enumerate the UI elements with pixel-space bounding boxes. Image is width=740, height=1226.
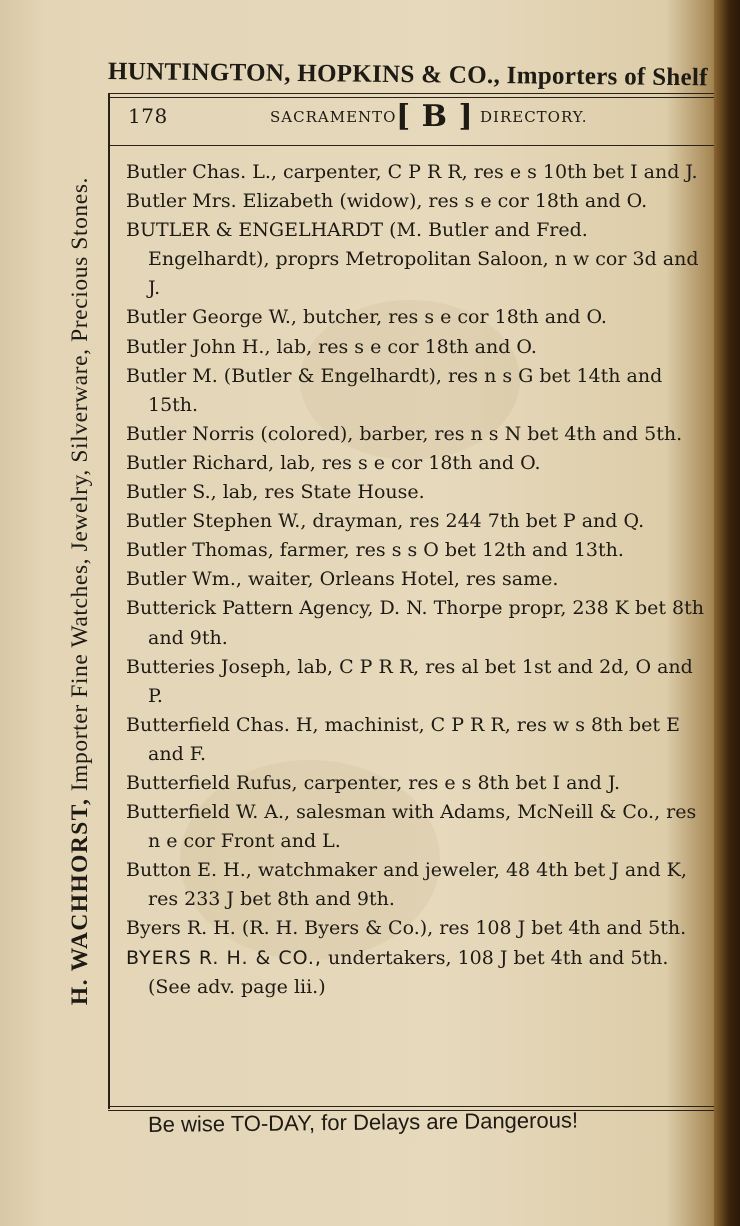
side-advertisement — [60, 86, 100, 1096]
header-rule-top — [108, 93, 720, 94]
header-directory: DIRECTORY. — [480, 108, 588, 126]
entry-butler-s: Butler S., lab, res State House. — [126, 481, 425, 504]
entry-butterfield-rufus: Butterfield Rufus, carpenter, res e s 8th bet I and J. — [126, 771, 621, 794]
entry-butler-elizabeth: Butler Mrs. Elizabeth (widow), res s e cor 18th and O. — [126, 190, 648, 213]
entry-butler-chas: Butler Chas. L., carpenter, C P R R, res e s 10th bet I and J. — [126, 161, 698, 183]
side-advert-name: H. WACHHORST, — [67, 797, 93, 1006]
entry-butteries-joseph: Butteries Joseph, lab, C P R R, res al bet 1st and 2d, O and P. — [126, 655, 693, 707]
entry-butler-engelhardt: BUTLER & ENGELHARDT (M. Butler and Fred. Engelhardt), proprs Metropolitan Saloon, n w cor 3d and J. — [126, 219, 699, 300]
page-number: 178 — [128, 104, 168, 128]
directory-entries — [126, 158, 710, 1002]
header-rule-top-inner — [108, 97, 720, 98]
running-header — [128, 99, 718, 136]
entry-butler-thomas: Butler Thomas, farmer, res s s O bet 12th and 13th. — [126, 539, 624, 562]
entry-byers-rh-co — [126, 944, 710, 1002]
entry-byers-rh-co-name: BYERS R. H. & CO., — [126, 946, 322, 969]
entry-button-eh: Button E. H., watchmaker and jeweler, 48 4th bet J and K, res 233 J bet 8th and 9th. — [126, 859, 687, 911]
entry-butler-richard: Butler Richard, lab, res s e cor 18th and O. — [126, 451, 541, 474]
entry-butler-norris: Butler Norris (colored), barber, res n s N bet 4th and 5th. — [126, 422, 683, 445]
bottom-advertisement: Be wise TO-DAY, for Delays are Dangerous! — [147, 1107, 579, 1137]
entry-butler-stephen: Butler Stephen W., drayman, res 244 7th bet P and Q. — [126, 510, 645, 533]
header-city: SACRAMENTO — [270, 108, 397, 126]
entry-butler-m: Butler M. (Butler & Engelhardt), res n s G bet 14th and 15th. — [126, 364, 663, 416]
entry-byers-rh: Byers R. H. (R. H. Byers & Co.), res 108 J bet 4th and 5th. — [126, 917, 687, 940]
entry-butler-george: Butler George W., butcher, res s e cor 18th and O. — [126, 306, 607, 329]
book-spine-edge — [714, 0, 740, 1226]
side-advert-text: Importer Fine Watches, Jewelry, Silverware, Precious Stones. — [67, 176, 93, 792]
entry-butterfield-chas: Butterfield Chas. H, machinist, C P R R, res w s 8th bet E and F. — [126, 713, 680, 765]
entry-butler-wm: Butler Wm., waiter, Orleans Hotel, res same. — [126, 568, 559, 591]
header-letter: [ B ] — [396, 99, 474, 134]
entry-byers-rh-co-detail: undertakers, 108 J bet 4th and 5th. (See adv. page lii.) — [148, 946, 669, 998]
header-rule-bottom — [108, 145, 720, 146]
entry-butterick-pattern: Butterick Pattern Agency, D. N. Thorpe propr, 238 K bet 8th and 9th. — [126, 597, 704, 649]
top-advertisement: HUNTINGTON, HOPKINS & CO., Importers of Shelf — [107, 58, 708, 92]
entry-butterfield-wa: Butterfield W. A., salesman with Adams, McNeill & Co., res n e cor Front and L. — [126, 801, 697, 853]
entry-butler-john: Butler John H., lab, res s e cor 18th and O. — [126, 335, 537, 358]
